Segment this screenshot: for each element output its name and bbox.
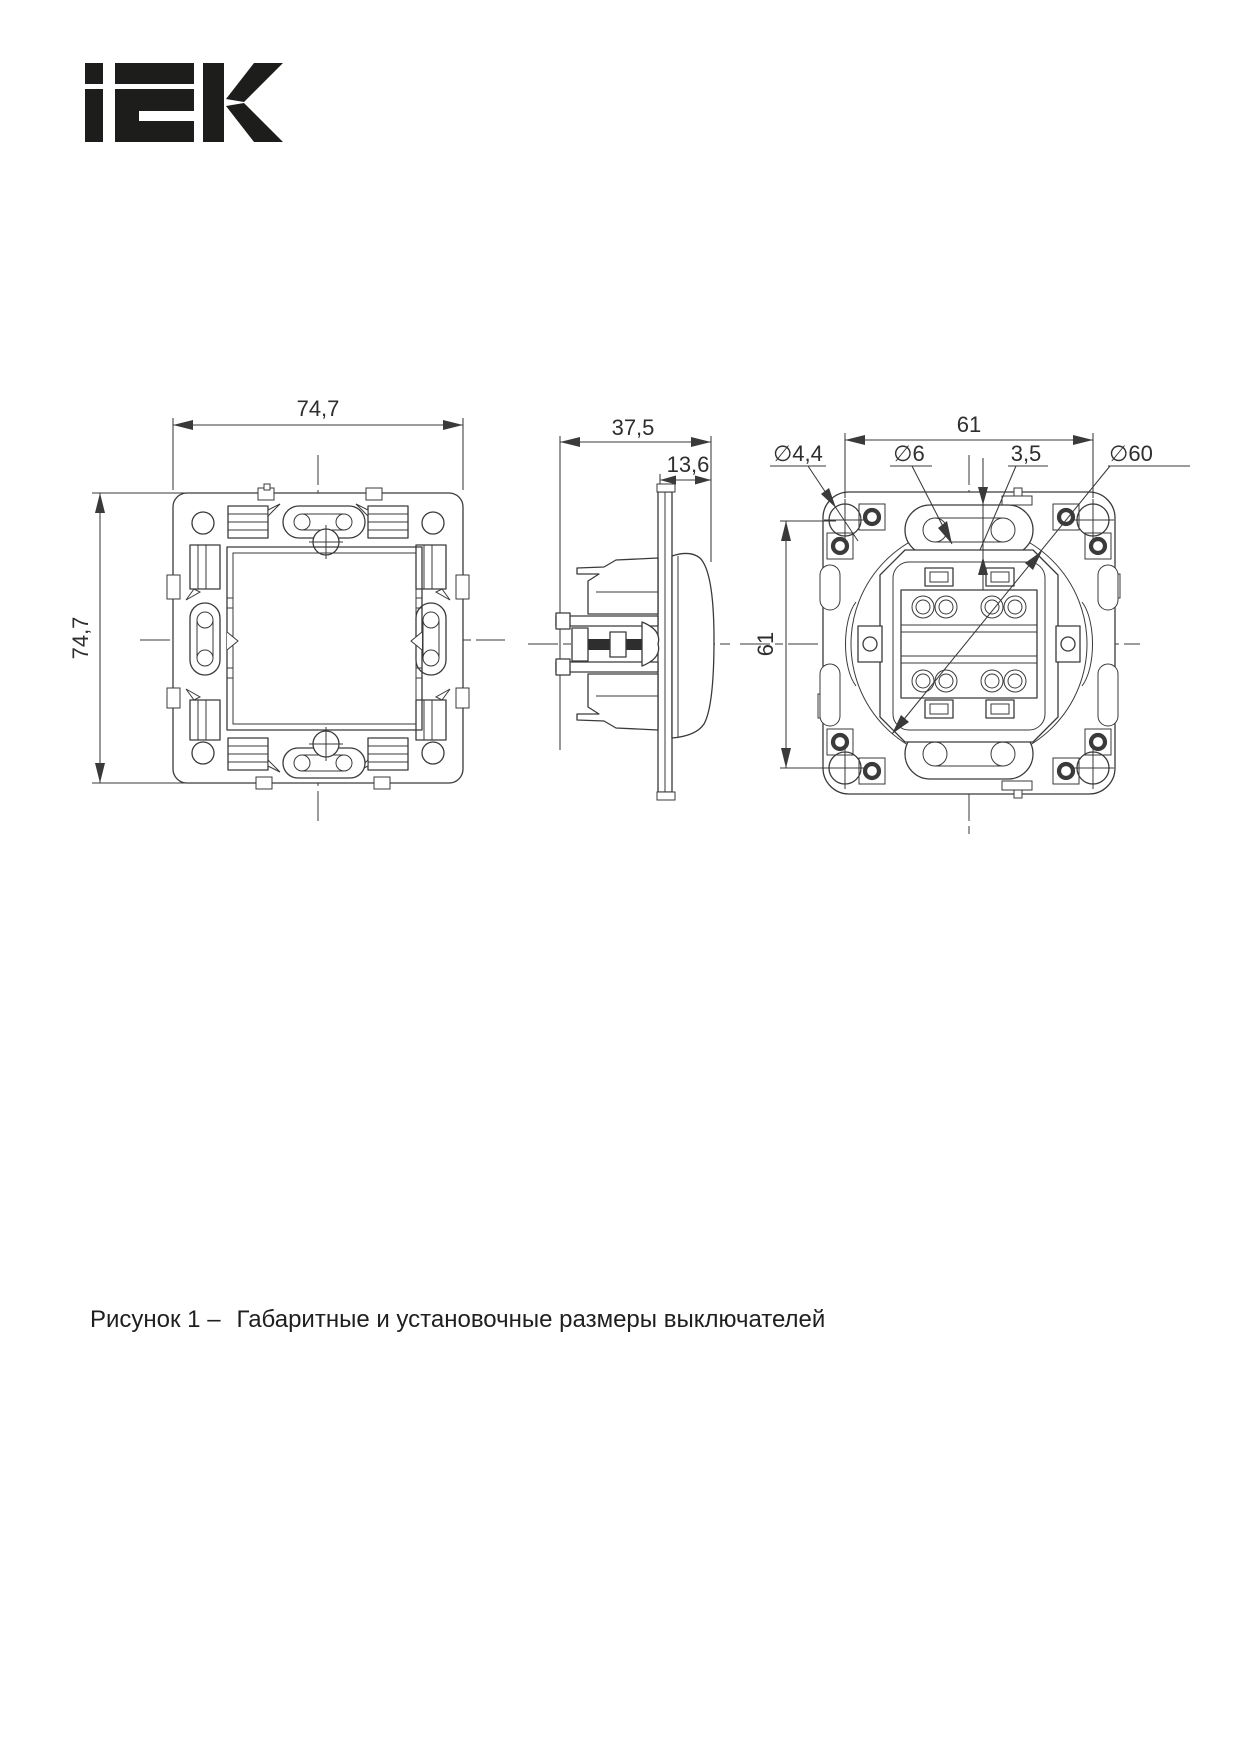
dim-back-width: 61	[956, 412, 982, 437]
figure-caption-number: Рисунок 1 –	[90, 1306, 221, 1333]
dimension-drawing	[0, 380, 1244, 860]
figure-caption	[90, 1306, 825, 1334]
dim-front-width: 74,7	[296, 396, 340, 421]
dim-front-height: 74,7	[68, 616, 93, 660]
figure-caption-text: Габаритные и установочные размеры выключателей	[236, 1306, 826, 1333]
callout-gap-3-5: 3,5	[1010, 441, 1042, 466]
back-view	[740, 412, 1190, 835]
dim-side-depth: 37,5	[611, 415, 655, 440]
front-view	[68, 396, 505, 823]
iek-logo-glyphs	[85, 63, 283, 142]
dim-side-protrusion: 13,6	[666, 452, 710, 477]
iek-logo	[83, 63, 283, 143]
callout-hole-4-4: ∅4,4	[773, 441, 823, 466]
back-mechanism	[846, 550, 1093, 742]
callout-circle-60: ∅60	[1109, 441, 1153, 466]
callout-slot-6: ∅6	[893, 441, 925, 466]
side-view	[528, 415, 730, 800]
dim-back-height: 61	[753, 631, 778, 657]
